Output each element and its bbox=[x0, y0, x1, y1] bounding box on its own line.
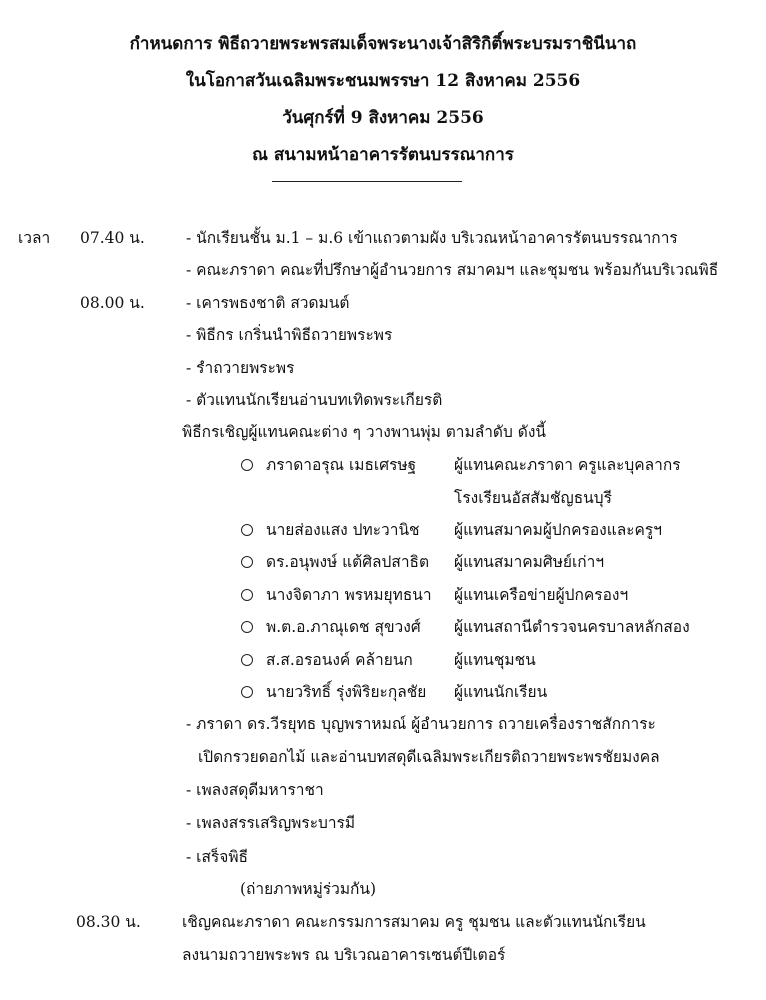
bullet-circle-icon bbox=[241, 621, 253, 633]
representative-name: ดร.อนุพงษ์ แต้ศิลปสาธิต bbox=[266, 553, 430, 571]
slot-time-0740: 07.40 น. bbox=[80, 229, 145, 247]
slot-time-0830: 08.30 น. bbox=[76, 913, 141, 931]
bullet-circle-icon bbox=[241, 524, 253, 536]
representative-name: ส.ส.อรอนงค์ คล้ายนก bbox=[266, 651, 413, 669]
bullet-circle-icon bbox=[241, 459, 253, 471]
schedule-item: เชิญคณะภราดา คณะกรรมการสมาคม ครู ชุมชน และตัวแทนนักเรียน bbox=[182, 913, 646, 931]
time-label: เวลา bbox=[18, 229, 51, 247]
schedule-item: - รำถวายพระพร bbox=[186, 359, 295, 377]
schedule-item: - คณะภราดา คณะที่ปรึกษาผู้อำนวยการ สมาคมฯ และชุมชน พร้อมกันบริเวณพิธี bbox=[186, 261, 719, 279]
representative-name: ภราดาอรุณ เมธเศรษฐ bbox=[266, 456, 417, 474]
representative-name: นายวริทธิ์ รุ่งพิริยะกุลชัย bbox=[266, 683, 427, 701]
bullet-circle-icon bbox=[241, 556, 253, 568]
schedule-item: - ตัวแทนนักเรียนอ่านบทเทิดพระเกียรติ bbox=[186, 391, 443, 409]
representative-role: ผู้แทนชุมชน bbox=[454, 651, 536, 669]
photo-note: (ถ่ายภาพหมู่ร่วมกัน) bbox=[240, 880, 377, 898]
representative-role: ผู้แทนสมาคมศิษย์เก่าฯ bbox=[454, 553, 605, 571]
schedule-item: - เพลงสรรเสริญพระบารมี bbox=[186, 814, 356, 832]
schedule-item-cont: เปิดกรวยดอกไม้ และอ่านบทสดุดีเฉลิมพระเกียรติถวายพระพรชัยมงคล bbox=[198, 748, 660, 766]
representative-name: พ.ต.อ.ภาณุเดช สุขวงศ์ bbox=[266, 618, 421, 636]
bullet-circle-icon bbox=[241, 686, 253, 698]
schedule-item: - เสร็จพิธี bbox=[186, 848, 249, 866]
slot-time-0800: 08.00 น. bbox=[80, 294, 145, 312]
representative-role: ผู้แทนสมาคมผู้ปกครองและครูฯ bbox=[454, 521, 662, 539]
bullet-circle-icon bbox=[241, 654, 253, 666]
title-line-1: กำหนดการ พิธีถวายพระพรสมเด็จพระนางเจ้าสิริกิติ์พระบรมราชินีนาถ bbox=[129, 34, 637, 54]
representative-role: ผู้แทนเครือข่ายผู้ปกครองฯ bbox=[454, 586, 629, 604]
title-line-3: วันศุกร์ที่ 9 สิงหาคม 2556 bbox=[282, 108, 484, 128]
schedule-item: - เคารพธงชาติ สวดมนต์ bbox=[186, 294, 350, 312]
representative-role: ผู้แทนนักเรียน bbox=[454, 683, 548, 701]
title-underline bbox=[272, 181, 462, 182]
schedule-item: - ภราดา ดร.วีรยุทธ บุญพราหมณ์ ผู้อำนวยการ ถวายเครื่องราชสักการะ bbox=[186, 715, 656, 733]
schedule-item-cont: ลงนามถวายพระพร ณ บริเวณอาคารเซนต์ปีเตอร์ bbox=[182, 946, 506, 964]
schedule-item: - เพลงสดุดีมหาราชา bbox=[186, 781, 324, 799]
representative-role: ผู้แทนสถานีตำรวจนครบาลหลักสอง bbox=[454, 618, 690, 636]
schedule-item: - พิธีกร เกริ่นนำพิธีถวายพระพร bbox=[186, 326, 393, 344]
schedule-item: - นักเรียนชั้น ม.1 – ม.6 เข้าแถวตามผัง บริเวณหน้าอาคารรัตนบรรณาการ bbox=[186, 229, 678, 247]
bullet-circle-icon bbox=[241, 589, 253, 601]
title-line-4: ณ สนามหน้าอาคารรัตนบรรณาการ bbox=[252, 145, 514, 165]
representative-name: นางจิดาภา พรหมยุทธนา bbox=[266, 586, 432, 604]
representative-role: ผู้แทนคณะภราดา ครูและบุคลากร bbox=[454, 456, 681, 474]
representative-role-cont: โรงเรียนอัสสัมชัญธนบุรี bbox=[454, 489, 612, 507]
invite-text: พิธีกรเชิญผู้แทนคณะต่าง ๆ วางพานพุ่ม ตามลำดับ ดังนี้ bbox=[182, 423, 546, 441]
title-line-2: ในโอกาสวันเฉลิมพระชนมพรรษา 12 สิงหาคม 2556 bbox=[185, 71, 581, 91]
representative-name: นายส่องแสง ปทะวานิช bbox=[266, 521, 420, 539]
